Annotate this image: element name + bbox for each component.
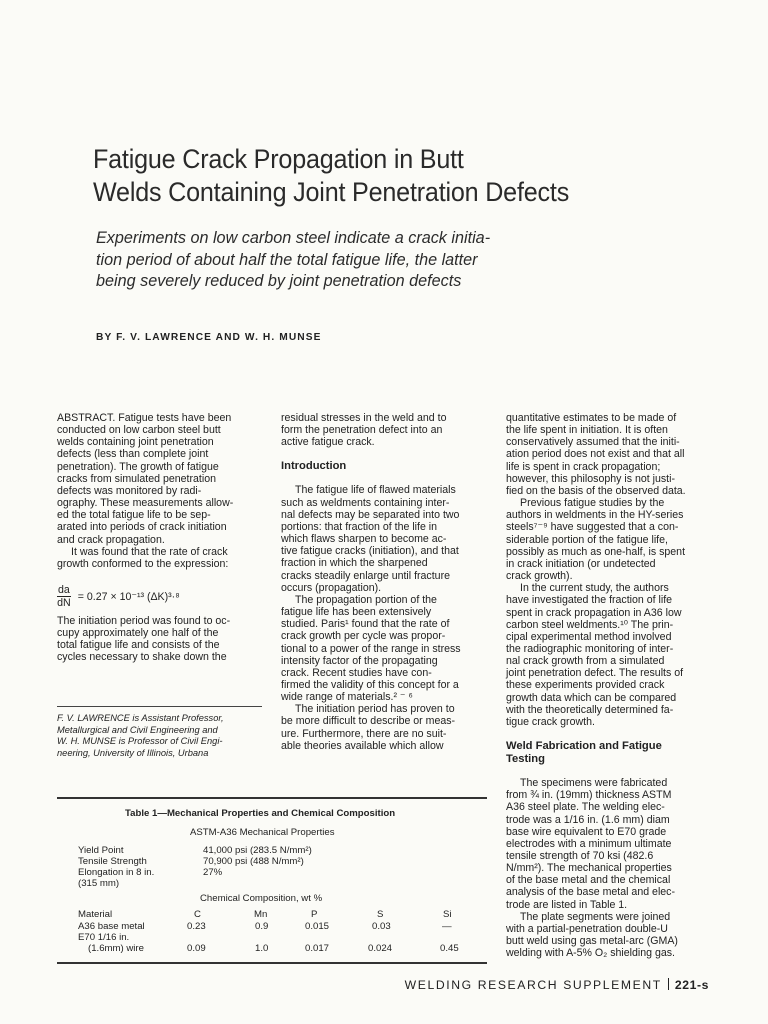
- chem-cell: 0.024: [368, 943, 393, 954]
- journal-name: WELDING RESEARCH SUPPLEMENT: [404, 978, 662, 992]
- column-3-text: [506, 412, 708, 728]
- text-line: growth conformed to the expression:: [57, 557, 229, 570]
- equation-rhs: = 0.27 × 10⁻¹³ (ΔK)³·⁸: [77, 590, 180, 603]
- text-line: fied on the basis of the observed data.: [506, 484, 686, 497]
- article-subtitle: [96, 228, 636, 293]
- footer-separator: [668, 978, 669, 990]
- text-line: The specimens were fabricated: [520, 777, 668, 790]
- text-line: siderable portion of the fatigue life,: [506, 533, 668, 546]
- text-line: ed the total fatigue life to be sep-: [57, 509, 211, 522]
- text-line: be more difficult to describe or meas-: [281, 715, 456, 728]
- text-line: occurs (propagation).: [281, 581, 382, 594]
- text-line: the life spent in initiation. It is often: [506, 424, 668, 437]
- text-line: crack. Recent studies have con-: [281, 666, 432, 679]
- text-line: cracks from simulated penetration: [57, 472, 216, 485]
- text-line: however, this philosophy is not justi-: [506, 472, 675, 485]
- title-line: Fatigue Crack Propagation in Butt: [93, 144, 464, 174]
- text-line: penetration). The growth of fatigue: [57, 460, 219, 473]
- table-caption: Table 1—Mechanical Properties and Chemical Composition: [125, 808, 396, 819]
- byline: BY F. V. LAWRENCE AND W. H. MUNSE: [96, 332, 322, 343]
- text-line: welds containing joint penetration: [57, 436, 214, 449]
- text-line: nal defects may be separated into two: [281, 508, 460, 521]
- chem-cell: 0.23: [187, 921, 206, 932]
- mech-label: Yield Point: [78, 845, 124, 856]
- text-line: tigue crack growth.: [506, 715, 595, 728]
- text-line: tive fatigue cracks (initiation), and that: [281, 545, 459, 558]
- text-line: tensile strength of 70 ksi (482.6: [506, 850, 654, 862]
- chem-cell: 0.45: [440, 943, 459, 954]
- text-line: base wire equivalent to E70 grade: [506, 825, 667, 838]
- equation-numerator: da: [58, 584, 70, 596]
- text-line: form the penetration defect into an: [281, 424, 443, 437]
- footnote-rule: [57, 706, 262, 707]
- text-line: electrodes with a minimum ultimate: [506, 837, 672, 850]
- text-line: conducted on low carbon steel butt: [57, 424, 221, 437]
- mech-value: 70,900 psi (488 N/mm²): [203, 856, 304, 867]
- footnote-line: neering, University of Illinois, Urbana: [57, 747, 209, 758]
- text-line: the radiographic monitoring of inter-: [506, 642, 674, 655]
- text-line: portions: that fraction of the life in: [281, 520, 438, 533]
- text-line: authors in weldments in the HY-series: [506, 509, 684, 522]
- introduction-text: [281, 484, 486, 751]
- column-1-continued: [57, 615, 261, 664]
- mech-label: Elongation in 8 in.: [78, 867, 155, 878]
- mechanical-heading: ASTM-A36 Mechanical Properties: [190, 827, 335, 838]
- chem-header: C: [194, 909, 201, 920]
- text-line: The initiation period was found to oc-: [57, 615, 231, 627]
- text-line: these experiments provided crack: [506, 679, 665, 692]
- title-line: Welds Containing Joint Penetration Defects: [93, 177, 570, 207]
- text-line: joint penetration defect. The results of: [506, 667, 684, 680]
- chem-header: P: [311, 909, 318, 920]
- text-line: ABSTRACT. Fatigue tests have been: [57, 412, 232, 424]
- text-line: cycles necessary to shake down the: [57, 651, 227, 664]
- chem-cell: 1.0: [255, 943, 269, 954]
- page-footer: [405, 978, 709, 992]
- table-bottom-rule: [57, 962, 487, 964]
- column-2: [281, 412, 486, 752]
- introduction-heading: Introduction: [281, 460, 347, 473]
- chem-cell: (1.6mm) wire: [88, 943, 144, 954]
- text-line: The plate segments were joined: [520, 910, 671, 923]
- text-line: fatigue life has been extensively: [281, 606, 432, 619]
- weld-fabrication-heading: [506, 740, 708, 766]
- footnote-line: Metallurgical and Civil Engineering and: [57, 724, 218, 735]
- chem-header: Si: [443, 909, 452, 920]
- text-line: It was found that the rate of crack: [71, 545, 228, 558]
- text-line: ure. Furthermore, there are no suit-: [281, 727, 447, 740]
- text-line: The fatigue life of flawed materials: [295, 484, 456, 497]
- text-line: ography. These measurements allow-: [57, 497, 234, 510]
- chem-cell: 0.09: [187, 943, 206, 954]
- text-line: carbon steel weldments.¹⁰ The prin-: [506, 618, 674, 631]
- author-footnote: [57, 713, 265, 759]
- mech-value: 41,000 psi (283.5 N/mm²): [203, 845, 312, 856]
- text-line: possibly as much as one-half, is spent: [506, 545, 686, 558]
- text-line: Previous fatigue studies by the: [520, 497, 665, 510]
- chem-cell: 0.9: [255, 921, 269, 932]
- text-line: cupy approximately one half of the: [57, 627, 219, 640]
- column-3: [506, 412, 708, 959]
- text-line: butt weld using gas metal-arc (GMA): [506, 935, 678, 948]
- text-line: of the base metal and the chemical: [506, 874, 671, 887]
- subtitle-line: Experiments on low carbon steel indicate a crack initia-: [96, 229, 491, 247]
- text-line: defects (less than complete joint: [57, 448, 209, 461]
- text-line: A36 steel plate. The welding elec-: [506, 801, 665, 814]
- text-line: residual stresses in the weld and to: [281, 412, 447, 424]
- text-line: trode was a 1/16 in. (1.6 mm) diam: [506, 813, 670, 826]
- chem-cell: E70 1/16 in.: [78, 932, 130, 943]
- text-line: The propagation portion of the: [295, 593, 437, 606]
- text-line: active fatigue crack.: [281, 436, 375, 449]
- text-line: with the theoretically determined fa-: [506, 703, 674, 716]
- text-line: quantitative estimates to be made of: [506, 412, 677, 424]
- column-2-top: [281, 412, 486, 448]
- heading-line: Testing: [506, 753, 545, 766]
- text-line: total fatigue life and consists of the: [57, 639, 220, 652]
- text-line: from ¾ in. (19mm) thickness ASTM: [506, 789, 672, 802]
- article-title: [93, 143, 670, 209]
- mech-label: (315 mm): [78, 878, 120, 889]
- chem-cell: A36 base metal: [78, 921, 145, 932]
- subtitle-line: being severely reduced by joint penetration defects: [96, 272, 462, 290]
- chem-header: Material: [78, 909, 113, 920]
- page-number: 221-s: [674, 978, 709, 992]
- text-line: fraction in which the sharpened: [281, 557, 428, 570]
- text-line: steels⁷⁻⁹ have suggested that a con-: [506, 521, 679, 534]
- text-line: with a partial-penetration double-U: [506, 922, 668, 935]
- footnote-line: F. V. LAWRENCE is Assistant Professor,: [57, 713, 224, 723]
- text-line: wide range of materials.² ⁻ ⁶: [281, 691, 413, 704]
- text-line: analysis of the base metal and elec-: [506, 886, 676, 899]
- text-line: In the current study, the authors: [520, 582, 669, 595]
- text-line: life is spent in crack propagation;: [506, 460, 661, 473]
- table-top-rule: [57, 797, 487, 799]
- column-1: [57, 412, 261, 570]
- chemical-heading: Chemical Composition, wt %: [200, 893, 323, 904]
- mech-value: 27%: [203, 867, 223, 878]
- text-line: have investigated the fraction of life: [506, 594, 673, 607]
- text-line: trode are listed in Table 1.: [506, 898, 628, 911]
- text-line: able theories available which allow: [281, 739, 444, 752]
- text-line: which flaws sharpen to become ac-: [281, 533, 447, 546]
- text-line: intensity factor of the propagating: [281, 654, 438, 667]
- equation-denominator: dN: [57, 597, 71, 609]
- text-line: growth data which can be compared: [506, 691, 677, 704]
- text-line: crack growth).: [506, 570, 573, 583]
- text-line: crack growth per cycle was propor-: [281, 630, 446, 643]
- mech-label: Tensile Strength: [78, 856, 147, 867]
- weld-fabrication-text: [506, 777, 708, 959]
- text-line: tional to a power of the range in stress: [281, 642, 461, 655]
- text-line: such as weldments containing inter-: [281, 496, 450, 509]
- text-line: N/mm²). The mechanical properties: [506, 862, 672, 875]
- footnote-line: W. H. MUNSE is Professor of Civil Engi-: [57, 736, 223, 746]
- text-line: arated into periods of crack initiation: [57, 521, 227, 534]
- text-line: cracks steadily enlarge until fracture: [281, 569, 450, 582]
- text-line: firmed the validity of this concept for a: [281, 678, 459, 691]
- chem-cell: 0.017: [305, 943, 330, 954]
- chem-cell: 0.015: [305, 921, 330, 932]
- text-line: welding with A-5% O₂ shielding gas.: [506, 947, 675, 960]
- chem-cell: —: [442, 921, 452, 932]
- equation-fraction: [57, 584, 71, 609]
- text-line: The initiation period has proven to: [295, 703, 455, 716]
- subtitle-line: tion period of about half the total fatigue life, the latter: [96, 250, 478, 269]
- text-line: conservatively assumed that the initi-: [506, 436, 680, 449]
- text-line: nal crack growth from a simulated: [506, 655, 665, 668]
- text-line: ation period does not exist and that all: [506, 448, 685, 461]
- chem-cell: 0.03: [372, 921, 391, 932]
- crack-growth-equation: [57, 584, 180, 609]
- text-line: cipal experimental method involved: [506, 630, 672, 643]
- abstract-text: [57, 412, 261, 570]
- text-line: studied. Paris¹ found that the rate of: [281, 618, 450, 631]
- abstract-continued: [57, 615, 261, 664]
- chem-header: S: [377, 909, 384, 920]
- heading-line: Weld Fabrication and Fatigue: [506, 740, 662, 753]
- text-line: in crack initiation (or undetected: [506, 557, 656, 570]
- text-line: spent in crack propagation in A36 low: [506, 606, 682, 619]
- text-line: and crack propagation.: [57, 533, 165, 546]
- text-line: defects was monitored by radi-: [57, 484, 202, 497]
- chem-header: Mn: [254, 909, 268, 920]
